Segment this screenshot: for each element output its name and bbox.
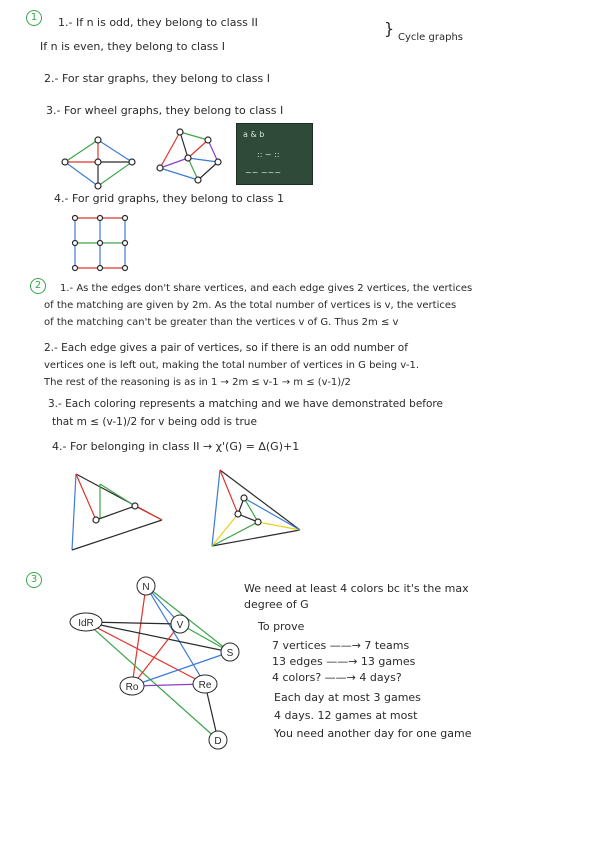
svg-text:S: S	[226, 648, 234, 659]
s2-p1-l3: of the matching can't be greater than the vertices v of G. Thus 2m ≤ v	[44, 317, 399, 328]
s1-line-4: 3.- For wheel graphs, they belong to class I	[46, 104, 284, 117]
node-Re	[193, 675, 217, 693]
s2-p1-l2: of the matching are given by 2m. As the total number of vertices is v, the vertices	[44, 300, 457, 311]
s3-note-8: 4 days. 12 games at most	[274, 709, 418, 722]
class2-graph-b	[212, 470, 300, 546]
s1-line-5: 4.- For grid graphs, they belong to class 1	[54, 192, 284, 205]
node-V	[171, 615, 189, 633]
grid-graph	[73, 216, 128, 271]
s2-p2-l1: 2.- Each edge gives a pair of vertices, so if there is an odd number of	[44, 342, 408, 354]
s2-p3-l1: 3.- Each coloring represents a matching and we have demonstrated before	[48, 398, 443, 410]
s3-note-9: You need another day for one game	[274, 727, 472, 740]
s3-note-5: 13 edges ——→ 13 games	[272, 655, 416, 668]
brace-icon: }	[384, 19, 395, 38]
s2-p1-l1: 1.- As the edges don't share vertices, and each edge gives 2 vertices, the vertices	[60, 283, 473, 294]
wheel-graph-1	[62, 137, 135, 189]
class2-graph-a	[72, 474, 162, 550]
node-Ro	[120, 677, 144, 695]
wheel-graph-2	[157, 129, 221, 183]
s1-line-2: If n is even, they belong to class I	[40, 40, 226, 53]
section-1-number: 1	[26, 10, 42, 26]
section-2-number: 2	[30, 278, 46, 294]
svg-text:N: N	[142, 582, 150, 593]
brace-note: Cycle graphs	[398, 32, 463, 43]
s3-note-6: 4 colors? ——→ 4 days?	[272, 671, 402, 684]
s1-line-1: 1.- If n is odd, they belong to class II	[58, 16, 258, 29]
s2-p3-l2: that m ≤ (v-1)/2 for v being odd is true	[52, 416, 257, 428]
tournament-graph	[86, 586, 230, 740]
svg-text:D: D	[214, 736, 222, 747]
svg-text:Ro: Ro	[125, 682, 139, 693]
node-D	[209, 731, 227, 749]
node-S	[221, 643, 239, 661]
svg-text:V: V	[176, 620, 184, 631]
s3-note-7: Each day at most 3 games	[274, 691, 421, 704]
svg-text:Re: Re	[198, 680, 212, 691]
chalkboard-photo: a & b :: ~ :: ~~ ~~~	[236, 123, 313, 185]
s3-note-1: We need at least 4 colors bc it's the max	[244, 582, 469, 595]
s1-line-3: 2.- For star graphs, they belong to class I	[44, 72, 271, 85]
s3-note-4: 7 vertices ——→ 7 teams	[272, 639, 410, 652]
section-3-number: 3	[26, 572, 42, 588]
s2-p2-l2: vertices one is left out, making the total number of vertices in G being v-1.	[44, 360, 420, 371]
svg-text:IdR: IdR	[78, 618, 94, 629]
s2-p4: 4.- For belonging in class II → χ'(G) = Δ(G)+1	[52, 440, 300, 453]
s2-p2-l3: The rest of the reasoning is as in 1 → 2m ≤ v-1 → m ≤ (v-1)/2	[44, 377, 351, 388]
node-IdR	[70, 613, 102, 631]
node-N	[137, 577, 155, 595]
s3-note-3: To prove	[258, 620, 305, 633]
s3-note-2: degree of G	[244, 598, 309, 611]
